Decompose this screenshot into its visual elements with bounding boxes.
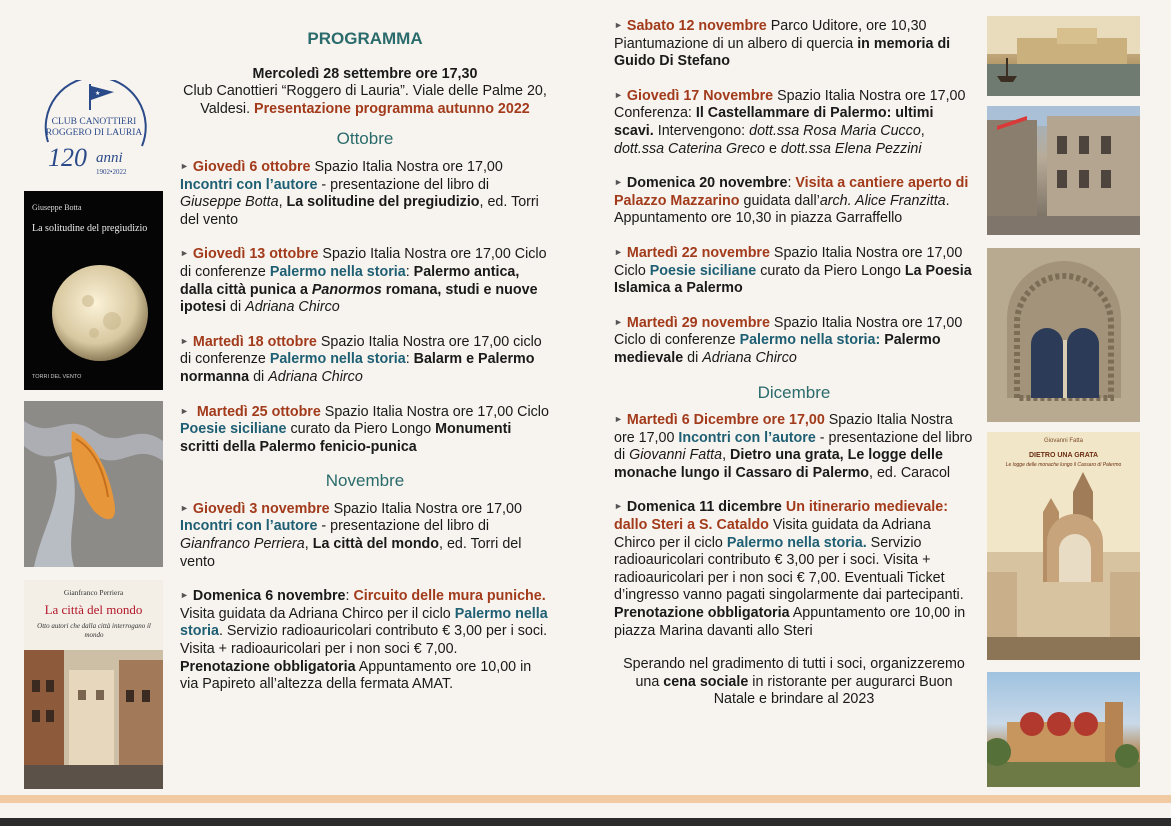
event-text: di bbox=[683, 349, 703, 366]
event-cycle: Incontri con l’autore bbox=[180, 176, 318, 193]
event-title: romana, studi e nuove ipotesi bbox=[180, 281, 538, 316]
bullet-arrow-icon: ► bbox=[614, 20, 623, 30]
event-nov29 bbox=[614, 314, 974, 368]
logo-line1: CLUB CANOTTIERI bbox=[51, 117, 137, 127]
event-date: Giovedì 17 Novembre bbox=[626, 87, 774, 104]
event-oct25 bbox=[180, 403, 550, 457]
event-nov22 bbox=[614, 244, 974, 298]
event-author: Adriana Chirco bbox=[245, 299, 340, 316]
historic-map-image bbox=[24, 401, 163, 567]
event-author: Gianfranco Perriera bbox=[180, 536, 305, 553]
bullet-arrow-icon: ► bbox=[614, 89, 623, 100]
photo-norman-windows bbox=[987, 248, 1140, 422]
closing-highlight: cena sociale bbox=[663, 673, 749, 690]
event-cycle: Incontri con l’autore bbox=[180, 518, 318, 535]
event-author: Giovanni Fatta bbox=[629, 447, 723, 464]
book4-subtitle: Le logge delle monache lungo il Cassaro di Palermo bbox=[1005, 462, 1122, 468]
book3-subtitle: Otto autori che dalla città interrogano il mondo bbox=[37, 622, 151, 639]
event-text: : bbox=[345, 588, 354, 605]
photo-san-cataldo bbox=[987, 672, 1140, 787]
event-text: . Appuntamento ore 10,30 in piazza Garraffello bbox=[614, 192, 950, 227]
palazzo-illustration bbox=[987, 106, 1140, 235]
svg-text:★: ★ bbox=[95, 90, 101, 97]
event-dec6 bbox=[614, 411, 974, 482]
event-text: Intervengono: bbox=[653, 122, 750, 139]
event-oct6 bbox=[180, 158, 550, 229]
event-text: : bbox=[405, 351, 414, 368]
bullet-arrow-icon: ► bbox=[614, 414, 623, 425]
book-cover-solitudine bbox=[24, 191, 163, 390]
event-text: . Servizio radioauricolari contributo € 3,00 per i soci. Visita + radioauricolari per i non soci € 7,00. bbox=[180, 623, 548, 658]
event-text: Visita guidata da Adriana Chirco per il ciclo bbox=[614, 517, 931, 551]
event-text: , ed. Torri del vento bbox=[180, 194, 539, 228]
event-cycle: Palermo nella storia: bbox=[739, 332, 881, 349]
san-cataldo-illustration bbox=[987, 672, 1140, 787]
event-text: Visita guidata da Adriana Chirco per il ciclo bbox=[180, 605, 455, 622]
event-speaker: dott.ssa Elena Pezzini bbox=[780, 140, 922, 157]
event-date: Martedì 6 Dicembre ore 17,00 bbox=[626, 412, 825, 429]
cathedral-illustration bbox=[987, 432, 1140, 660]
event-title: Monumenti scritti della Palermo fenicio-punica bbox=[180, 421, 512, 455]
bullet-arrow-icon: ► bbox=[180, 160, 189, 171]
book-cover-dietro-una-grata bbox=[987, 432, 1140, 660]
event-date: Martedì 29 novembre bbox=[626, 314, 770, 331]
event-date: Giovedì 3 novembre bbox=[192, 500, 330, 517]
club-logo bbox=[34, 80, 154, 180]
bullet-arrow-icon: ► bbox=[180, 248, 189, 259]
bullet-arrow-icon: ► bbox=[180, 502, 189, 513]
event-text: Appuntamento ore 10,00 in via Papireto all’altezza della fermata AMAT. bbox=[180, 658, 532, 693]
event-text: curato da Piero Longo bbox=[286, 421, 436, 438]
event-author: Adriana Chirco bbox=[702, 349, 797, 366]
month-heading-november: Novembre bbox=[325, 471, 405, 491]
logo-line2: ROGGERO DI LAURIA bbox=[45, 128, 143, 138]
program-column-left bbox=[180, 30, 550, 710]
closing-text: Sperando nel gradimento di tutti i soci, organizzeremo una bbox=[623, 656, 965, 690]
event-text: - presentazione del libro di bbox=[317, 518, 490, 535]
event-text: Appuntamento ore 10,00 in piazza Marina davanti allo Steri bbox=[614, 605, 966, 639]
month-heading-december: Dicembre bbox=[757, 382, 831, 402]
intro-place: Club Canottieri “Roggero di Lauria”. Viale delle Palme 20, Valdesi. bbox=[183, 83, 547, 117]
event-date: Giovedì 13 ottobre bbox=[192, 246, 319, 263]
book1-title: La solitudine del pregiudizio bbox=[32, 223, 148, 234]
book3-title: La città del mondo bbox=[44, 602, 143, 617]
event-oct18 bbox=[180, 333, 550, 387]
moon-illustration bbox=[24, 191, 163, 390]
event-text: Spazio Italia Nostra ore 17,00 Ciclo bbox=[320, 403, 549, 420]
event-date: Martedì 22 novembre bbox=[626, 244, 770, 261]
event-text: e bbox=[764, 140, 781, 157]
bullet-arrow-icon: ► bbox=[614, 316, 623, 327]
event-text: Spazio Italia Nostra ore 17,00 Conferenza: bbox=[614, 87, 966, 122]
book1-author: Giuseppe Botta bbox=[32, 203, 82, 212]
event-text: di bbox=[226, 299, 246, 316]
book4-author: Giovanni Fatta bbox=[1043, 438, 1084, 444]
bottom-dark-strip bbox=[0, 818, 1171, 826]
event-title: La città del mondo bbox=[312, 536, 440, 553]
event-text: Spazio Italia Nostra ore 17,00 ciclo di conferenze bbox=[180, 333, 542, 368]
event-text: Spazio Italia Nostra ore 17,00 bbox=[310, 158, 503, 175]
closing-note bbox=[614, 656, 974, 709]
event-author: Giuseppe Botta bbox=[180, 194, 279, 211]
intro-highlight: Presentazione programma autunno 2022 bbox=[254, 100, 530, 117]
event-title-italic: Panormos bbox=[311, 281, 382, 298]
event-oct13 bbox=[180, 245, 550, 316]
event-text: , bbox=[920, 122, 925, 139]
bottom-decorative-band bbox=[0, 795, 1171, 803]
event-title: Visita a cantiere aperto di Palazzo Mazzarino bbox=[614, 175, 969, 209]
event-nov17 bbox=[614, 87, 974, 158]
logo-anniversary: 120 bbox=[48, 143, 87, 172]
closing-text: in ristorante per augurarci Buon Natale e brindare al 2023 bbox=[713, 673, 953, 708]
event-booking: Prenotazione obbligatoria bbox=[614, 605, 790, 622]
month-heading-october: Ottobre bbox=[336, 129, 394, 149]
event-text: Spazio Italia Nostra ore 17,00 Ciclo di conferenze bbox=[614, 314, 963, 349]
bullet-arrow-icon: ► bbox=[180, 590, 189, 601]
event-date: Martedì 25 ottobre bbox=[192, 403, 321, 420]
bullet-arrow-icon: ► bbox=[180, 335, 189, 346]
event-title: Circuito delle mura puniche. bbox=[353, 588, 546, 605]
book-cover-citta-del-mondo bbox=[24, 580, 163, 789]
logo-anni: anni bbox=[96, 150, 123, 166]
event-dec11 bbox=[614, 498, 974, 640]
program-column-right bbox=[614, 17, 974, 709]
event-title: in memoria di Guido Di Stefano bbox=[614, 35, 951, 70]
event-title: Dietro una grata, Le logge delle monache lungo il Cassaro di Palermo bbox=[614, 447, 943, 481]
event-cycle: Palermo nella storia. bbox=[726, 534, 867, 551]
event-nov3 bbox=[180, 500, 550, 571]
event-text: di bbox=[249, 368, 269, 385]
event-title: Palermo antica, dalla città punica a bbox=[180, 263, 520, 298]
event-text: , ed. Caracol bbox=[869, 464, 951, 481]
event-nov12 bbox=[614, 17, 974, 71]
bullet-arrow-icon: ► bbox=[180, 405, 189, 416]
event-cycle: Palermo nella storia bbox=[269, 263, 406, 280]
street-illustration bbox=[24, 580, 163, 789]
logo-years: 1902•2022 bbox=[96, 168, 127, 176]
event-text: Spazio Italia Nostra ore 17,00 bbox=[614, 412, 953, 446]
harbor-illustration bbox=[987, 16, 1140, 96]
book3-author: Gianfranco Perriera bbox=[63, 588, 124, 597]
event-text: , bbox=[278, 194, 287, 211]
event-title: Un itinerario medievale: dallo Steri a S. Cataldo bbox=[614, 499, 948, 534]
book4-title: DIETRO UNA GRATA bbox=[1028, 452, 1099, 459]
event-title: La solitudine del pregiudizio bbox=[286, 194, 480, 211]
event-text: Spazio Italia Nostra ore 17,00 Ciclo bbox=[614, 244, 963, 279]
event-booking: Prenotazione obbligatoria bbox=[180, 658, 356, 675]
map-illustration bbox=[24, 401, 163, 567]
event-cycle: Poesie siciliane bbox=[649, 262, 757, 279]
event-cycle: Incontri con l’autore bbox=[678, 429, 816, 446]
event-title: Balarm e Palermo normanna bbox=[180, 351, 535, 385]
photo-castellammare-painting bbox=[987, 16, 1140, 96]
event-cycle: Poesie siciliane bbox=[180, 421, 287, 438]
windows-illustration bbox=[987, 248, 1140, 422]
event-text: Spazio Italia Nostra ore 17,00 bbox=[329, 500, 522, 517]
event-guide: arch. Alice Franzitta bbox=[819, 192, 946, 209]
event-date: Domenica 6 novembre bbox=[192, 588, 346, 605]
photo-palazzo-street bbox=[987, 106, 1140, 235]
club-logo-graphic bbox=[34, 80, 154, 180]
event-nov20 bbox=[614, 174, 974, 228]
event-text: , bbox=[722, 447, 731, 464]
event-text: Spazio Italia Nostra ore 17,00 Ciclo di conferenze bbox=[180, 246, 547, 280]
event-text: , ed. Torri del vento bbox=[180, 536, 522, 570]
event-title: Il Castellammare di Palermo: ultimi scavi. bbox=[614, 105, 934, 139]
event-speaker: dott.ssa Rosa Maria Cucco bbox=[749, 122, 921, 139]
event-text: : bbox=[787, 175, 796, 192]
program-title: PROGRAMMA bbox=[307, 29, 423, 48]
intro-event bbox=[180, 66, 550, 119]
event-text: - presentazione del libro di bbox=[317, 176, 490, 193]
event-text: : bbox=[405, 263, 414, 280]
event-title: Palermo medievale bbox=[614, 332, 941, 366]
event-text: curato da Piero Longo bbox=[756, 262, 905, 279]
event-date: Domenica 11 dicembre bbox=[626, 499, 782, 516]
bullet-arrow-icon: ► bbox=[614, 501, 623, 512]
event-date: Martedì 18 ottobre bbox=[192, 333, 317, 350]
event-text: , bbox=[304, 536, 313, 553]
intro-date: Mercoledì 28 settembre ore 17,30 bbox=[252, 65, 478, 82]
bullet-arrow-icon: ► bbox=[614, 177, 623, 188]
event-author: Adriana Chirco bbox=[268, 368, 363, 385]
event-date: Giovedì 6 ottobre bbox=[192, 158, 311, 175]
event-cycle: Palermo nella storia bbox=[180, 605, 548, 640]
book1-publisher: TORRI DEL VENTO bbox=[32, 374, 82, 380]
event-nov6 bbox=[180, 587, 550, 694]
event-speaker: dott.ssa Caterina Greco bbox=[614, 140, 765, 157]
event-date: Sabato 12 novembre bbox=[626, 18, 767, 34]
bullet-arrow-icon: ► bbox=[614, 246, 623, 257]
event-text: Servizio radioauricolari contributo € 3,00 per i soci. Visita + radioauricolari per i non soci € 7,00. Eventuali Ticket d’ingresso vanno pagati singolarmente dai partecipanti. bbox=[614, 534, 964, 604]
event-text: - presentazione del libro di bbox=[614, 429, 973, 464]
event-text: Parco Uditore, ore 10,30 Piantumazione di un albero di quercia bbox=[614, 18, 927, 52]
event-date: Domenica 20 novembre bbox=[626, 175, 788, 192]
event-title: La Poesia Islamica a Palermo bbox=[614, 262, 972, 297]
event-cycle: Palermo nella storia bbox=[269, 351, 406, 368]
event-text: guidata dall’ bbox=[739, 192, 820, 209]
